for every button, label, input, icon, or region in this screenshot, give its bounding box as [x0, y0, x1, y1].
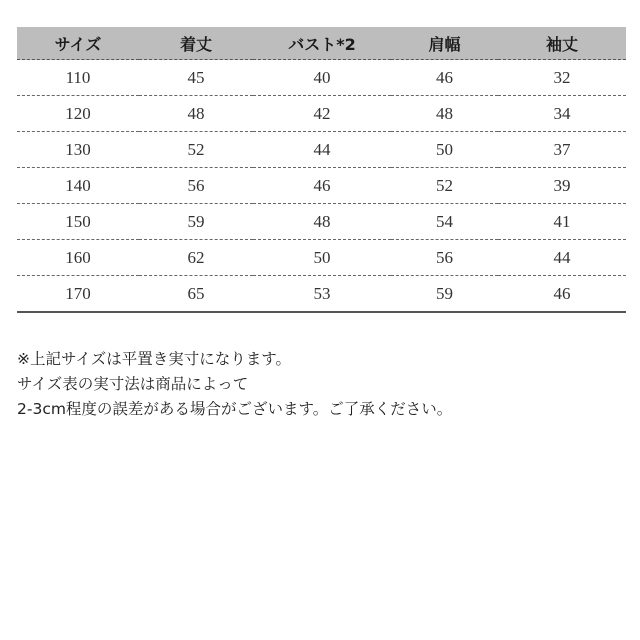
size-chart-header	[17, 27, 626, 60]
cell-shoulder: 46	[391, 60, 498, 96]
cell-shoulder: 56	[391, 240, 498, 276]
size-chart-body	[17, 60, 626, 313]
table-row	[17, 240, 626, 276]
table-row	[17, 276, 626, 313]
cell-length: 48	[139, 96, 253, 132]
cell-shoulder: 59	[391, 276, 498, 313]
cell-bust: 53	[253, 276, 391, 313]
table-row	[17, 168, 626, 204]
cell-sleeve: 44	[498, 240, 626, 276]
cell-bust: 40	[253, 60, 391, 96]
cell-sleeve: 37	[498, 132, 626, 168]
cell-bust: 42	[253, 96, 391, 132]
size-notes	[17, 347, 627, 422]
table-row	[17, 96, 626, 132]
cell-sleeve: 34	[498, 96, 626, 132]
cell-size: 150	[17, 204, 139, 240]
cell-sleeve: 41	[498, 204, 626, 240]
cell-length: 52	[139, 132, 253, 168]
header-sleeve: 袖丈	[498, 27, 626, 60]
table-row	[17, 132, 626, 168]
cell-length: 59	[139, 204, 253, 240]
size-chart-table	[17, 27, 626, 313]
cell-size: 130	[17, 132, 139, 168]
cell-sleeve: 32	[498, 60, 626, 96]
header-length: 着丈	[139, 27, 253, 60]
note-line-measurement: ※上記サイズは平置き実寸になります。	[17, 350, 292, 368]
cell-shoulder: 50	[391, 132, 498, 168]
cell-length: 45	[139, 60, 253, 96]
header-bust: バスト*2	[253, 27, 391, 60]
cell-length: 56	[139, 168, 253, 204]
note-line-tolerance: 2-3cm程度の誤差がある場合がございます。ご了承ください。	[17, 400, 453, 418]
cell-sleeve: 39	[498, 168, 626, 204]
cell-size: 110	[17, 60, 139, 96]
header-size: サイズ	[17, 27, 139, 60]
cell-size: 170	[17, 276, 139, 313]
cell-length: 65	[139, 276, 253, 313]
cell-bust: 44	[253, 132, 391, 168]
cell-size: 140	[17, 168, 139, 204]
cell-length: 62	[139, 240, 253, 276]
cell-size: 160	[17, 240, 139, 276]
cell-bust: 50	[253, 240, 391, 276]
header-shoulder: 肩幅	[391, 27, 498, 60]
table-row	[17, 204, 626, 240]
note-line-variation: サイズ表の実寸法は商品によって	[17, 375, 249, 393]
table-row	[17, 60, 626, 96]
cell-shoulder: 54	[391, 204, 498, 240]
cell-bust: 48	[253, 204, 391, 240]
cell-size: 120	[17, 96, 139, 132]
cell-shoulder: 52	[391, 168, 498, 204]
cell-shoulder: 48	[391, 96, 498, 132]
cell-sleeve: 46	[498, 276, 626, 313]
header-row	[17, 27, 626, 60]
cell-bust: 46	[253, 168, 391, 204]
